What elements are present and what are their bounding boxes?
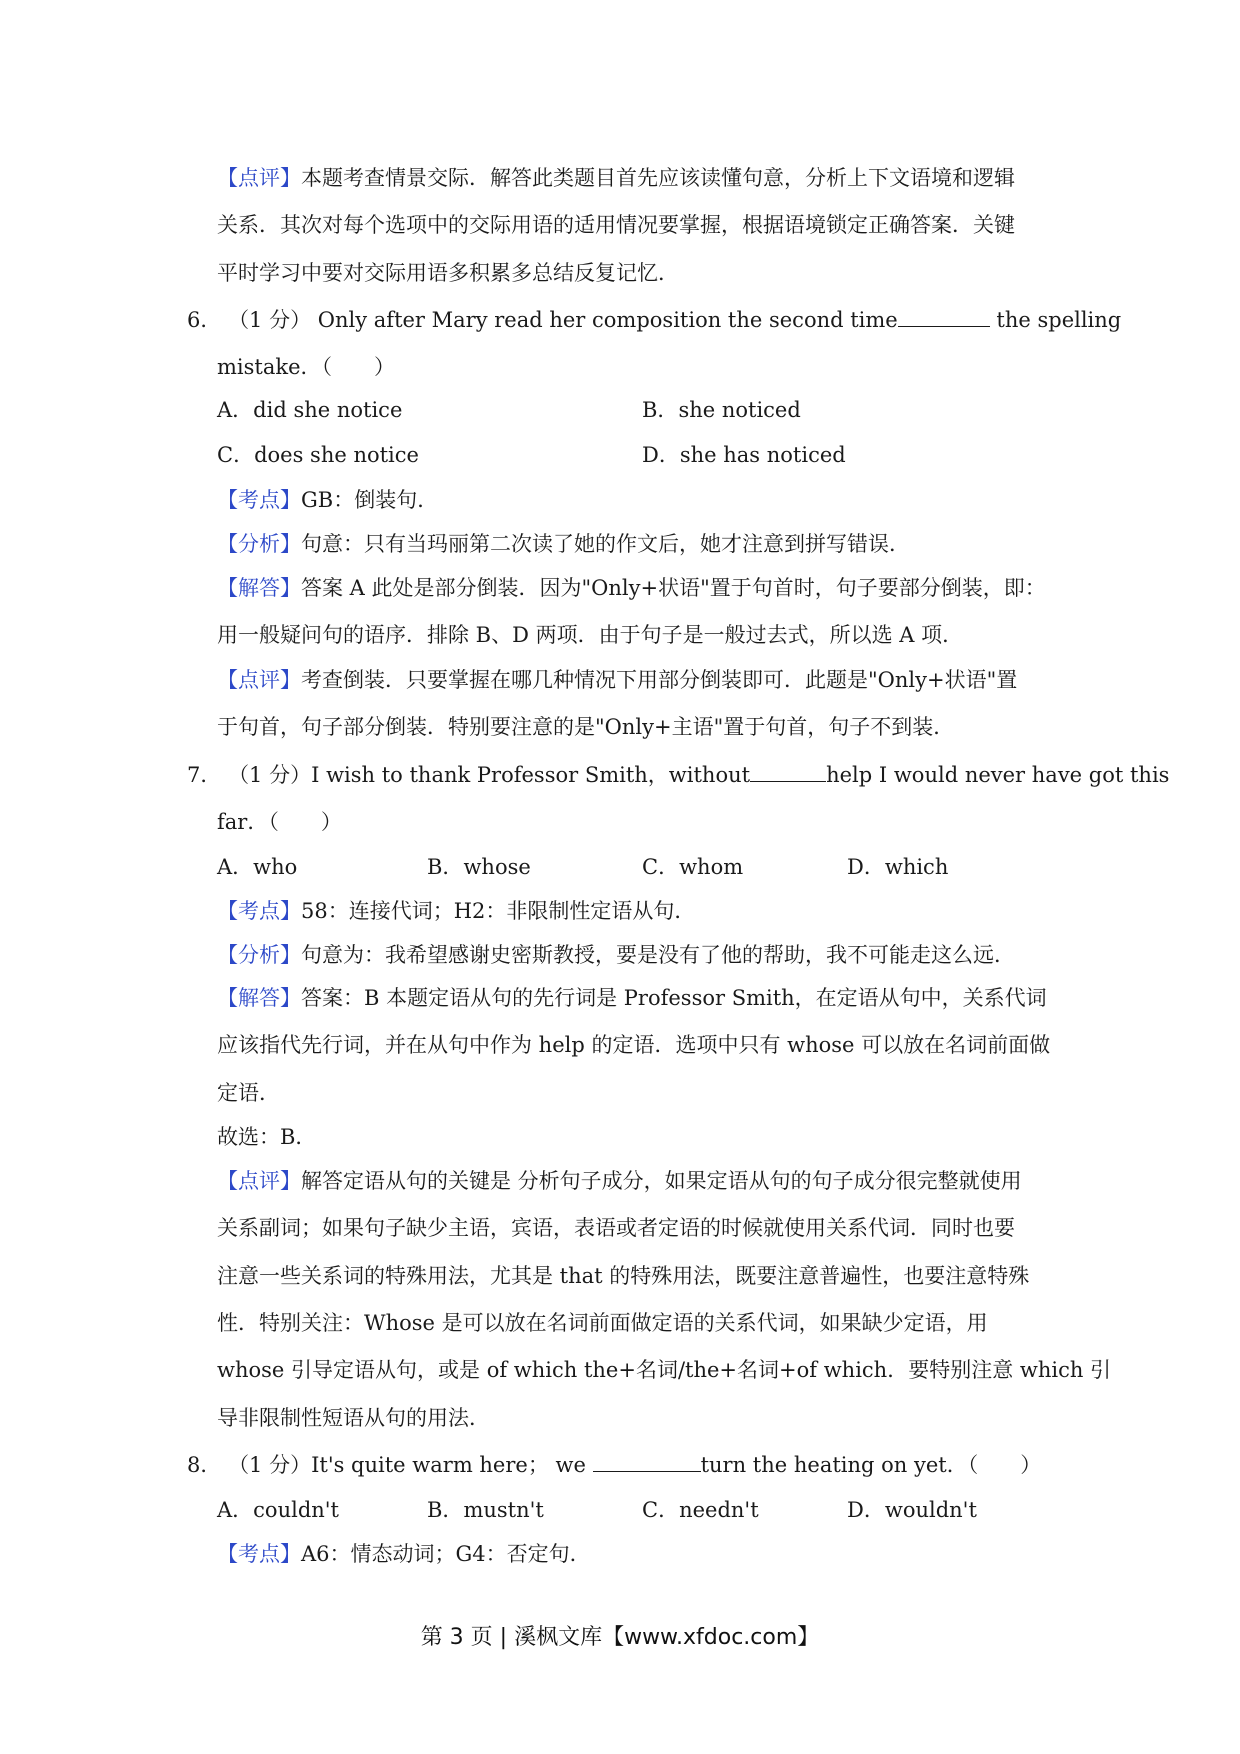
q6-stem-line1: 6． （1 分） Only after Mary read her composition the second time the spelling xyxy=(187,308,1122,332)
q6-option-b[interactable]: B．she noticed xyxy=(642,398,801,422)
q6-options-row1 xyxy=(217,395,1057,425)
q6-option-d[interactable]: D．she has noticed xyxy=(642,443,846,467)
q7-dianping-line1: 【点评】解答定语从句的关键是 分析句子成分，如果定语从句的句子成分很完整就使用 xyxy=(217,1169,1022,1193)
q8-option-a[interactable]: A．couldn't xyxy=(217,1498,339,1522)
q7-dianping-line5: whose 引导定语从句，或是 of which the+名词/the+名词+of which．要特别注意 which 引 xyxy=(217,1358,1112,1382)
q7-number: 7． xyxy=(187,763,222,787)
q6-fenxi: 【分析】句意：只有当玛丽第二次读了她的作文后，她才注意到拼写错误． xyxy=(217,532,910,556)
q8-stem: 8． （1 分）It's quite warm here； we turn the heating on yet．（ ） xyxy=(187,1453,1042,1477)
q8-option-d[interactable]: D．wouldn't xyxy=(847,1498,977,1522)
q7-option-d[interactable]: D．which xyxy=(847,855,949,879)
q6-kaodian: 【考点】GB：倒装句． xyxy=(217,488,439,512)
q7-jieda-line3: 定语． xyxy=(217,1081,280,1105)
q7-jieda-line1: 【解答】答案：B 本题定语从句的先行词是 Professor Smith，在定语从句中，关系代词 xyxy=(217,986,1047,1010)
q5-comment-line3: 平时学习中要对交际用语多积累多总结反复记忆． xyxy=(217,261,679,285)
q7-jieda-line2: 应该指代先行词，并在从句中作为 help 的定语．选项中只有 whose 可以放在名词前面做 xyxy=(217,1033,1051,1057)
q7-options-row xyxy=(217,852,1057,882)
q8-blank xyxy=(593,1453,701,1472)
q7-stem-line2: far．（ ） xyxy=(217,810,342,834)
q7-dianping-line3: 注意一些关系词的特殊用法，尤其是 that 的特殊用法，既要注意普遍性，也要注意特殊 xyxy=(217,1264,1030,1288)
q7-fenxi: 【分析】句意为：我希望感谢史密斯教授，要是没有了他的帮助，我不可能走这么远． xyxy=(217,943,1015,967)
q5-comment-line1: 【点评】本题考查情景交际．解答此类题目首先应该读懂句意，分析上下文语境和逻辑 xyxy=(217,166,1015,190)
q5-comment-line2: 关系．其次对每个选项中的交际用语的适用情况要掌握，根据语境锁定正确答案．关键 xyxy=(217,213,1015,237)
q6-dianping-line1: 【点评】考查倒装．只要掌握在哪几种情况下用部分倒装即可．此题是"Only+状语"置 xyxy=(217,668,1018,692)
q7-stem-line1: 7． （1 分）I wish to thank Professor Smith，without help I would never have got this xyxy=(187,763,1170,787)
q6-number: 6． xyxy=(187,308,222,332)
q6-option-a[interactable]: A．did she notice xyxy=(217,398,403,422)
q7-blank xyxy=(750,763,826,782)
q7-option-b[interactable]: B．whose xyxy=(427,855,531,879)
page-footer: 第 3 页 | 溪枫文库【www.xfdoc.com】 xyxy=(420,1625,820,1650)
q6-jieda-line2: 用一般疑问句的语序．排除 B、D 两项．由于句子是一般过去式，所以选 A 项． xyxy=(217,623,964,647)
q7-dianping-line4: 性．特别关注：Whose 是可以放在名词前面做定语的关系代词，如果缺少定语，用 xyxy=(217,1311,988,1335)
q6-stem-line2: mistake．（ ） xyxy=(217,355,396,379)
comment-tag: 【点评】 xyxy=(217,166,301,190)
q7-dianping-line6: 导非限制性短语从句的用法． xyxy=(217,1406,490,1430)
q6-jieda-line1: 【解答】答案 A 此处是部分倒装．因为"Only+状语"置于句首时，句子要部分倒装，即： xyxy=(217,576,1046,600)
q6-options-row2 xyxy=(217,440,1057,470)
q7-guxuan: 故选：B． xyxy=(217,1125,317,1149)
q6-dianping-line2: 于句首，句子部分倒装．特别要注意的是"Only+主语"置于句首，句子不到装． xyxy=(217,715,955,739)
q8-options-row xyxy=(217,1495,1057,1525)
q6-blank xyxy=(898,308,990,327)
q8-number: 8． xyxy=(187,1453,222,1477)
q8-option-b[interactable]: B．mustn't xyxy=(427,1498,544,1522)
q7-dianping-line2: 关系副词；如果句子缺少主语，宾语，表语或者定语的时候就使用关系代词．同时也要 xyxy=(217,1216,1015,1240)
q8-kaodian: 【考点】A6：情态动词；G4：否定句． xyxy=(217,1542,591,1566)
q7-kaodian: 【考点】58：连接代词；H2：非限制性定语从句． xyxy=(217,899,696,923)
q8-option-c[interactable]: C．needn't xyxy=(642,1498,759,1522)
q7-option-a[interactable]: A．who xyxy=(217,855,298,879)
q6-option-c[interactable]: C．does she notice xyxy=(217,443,419,467)
q7-option-c[interactable]: C．whom xyxy=(642,855,744,879)
